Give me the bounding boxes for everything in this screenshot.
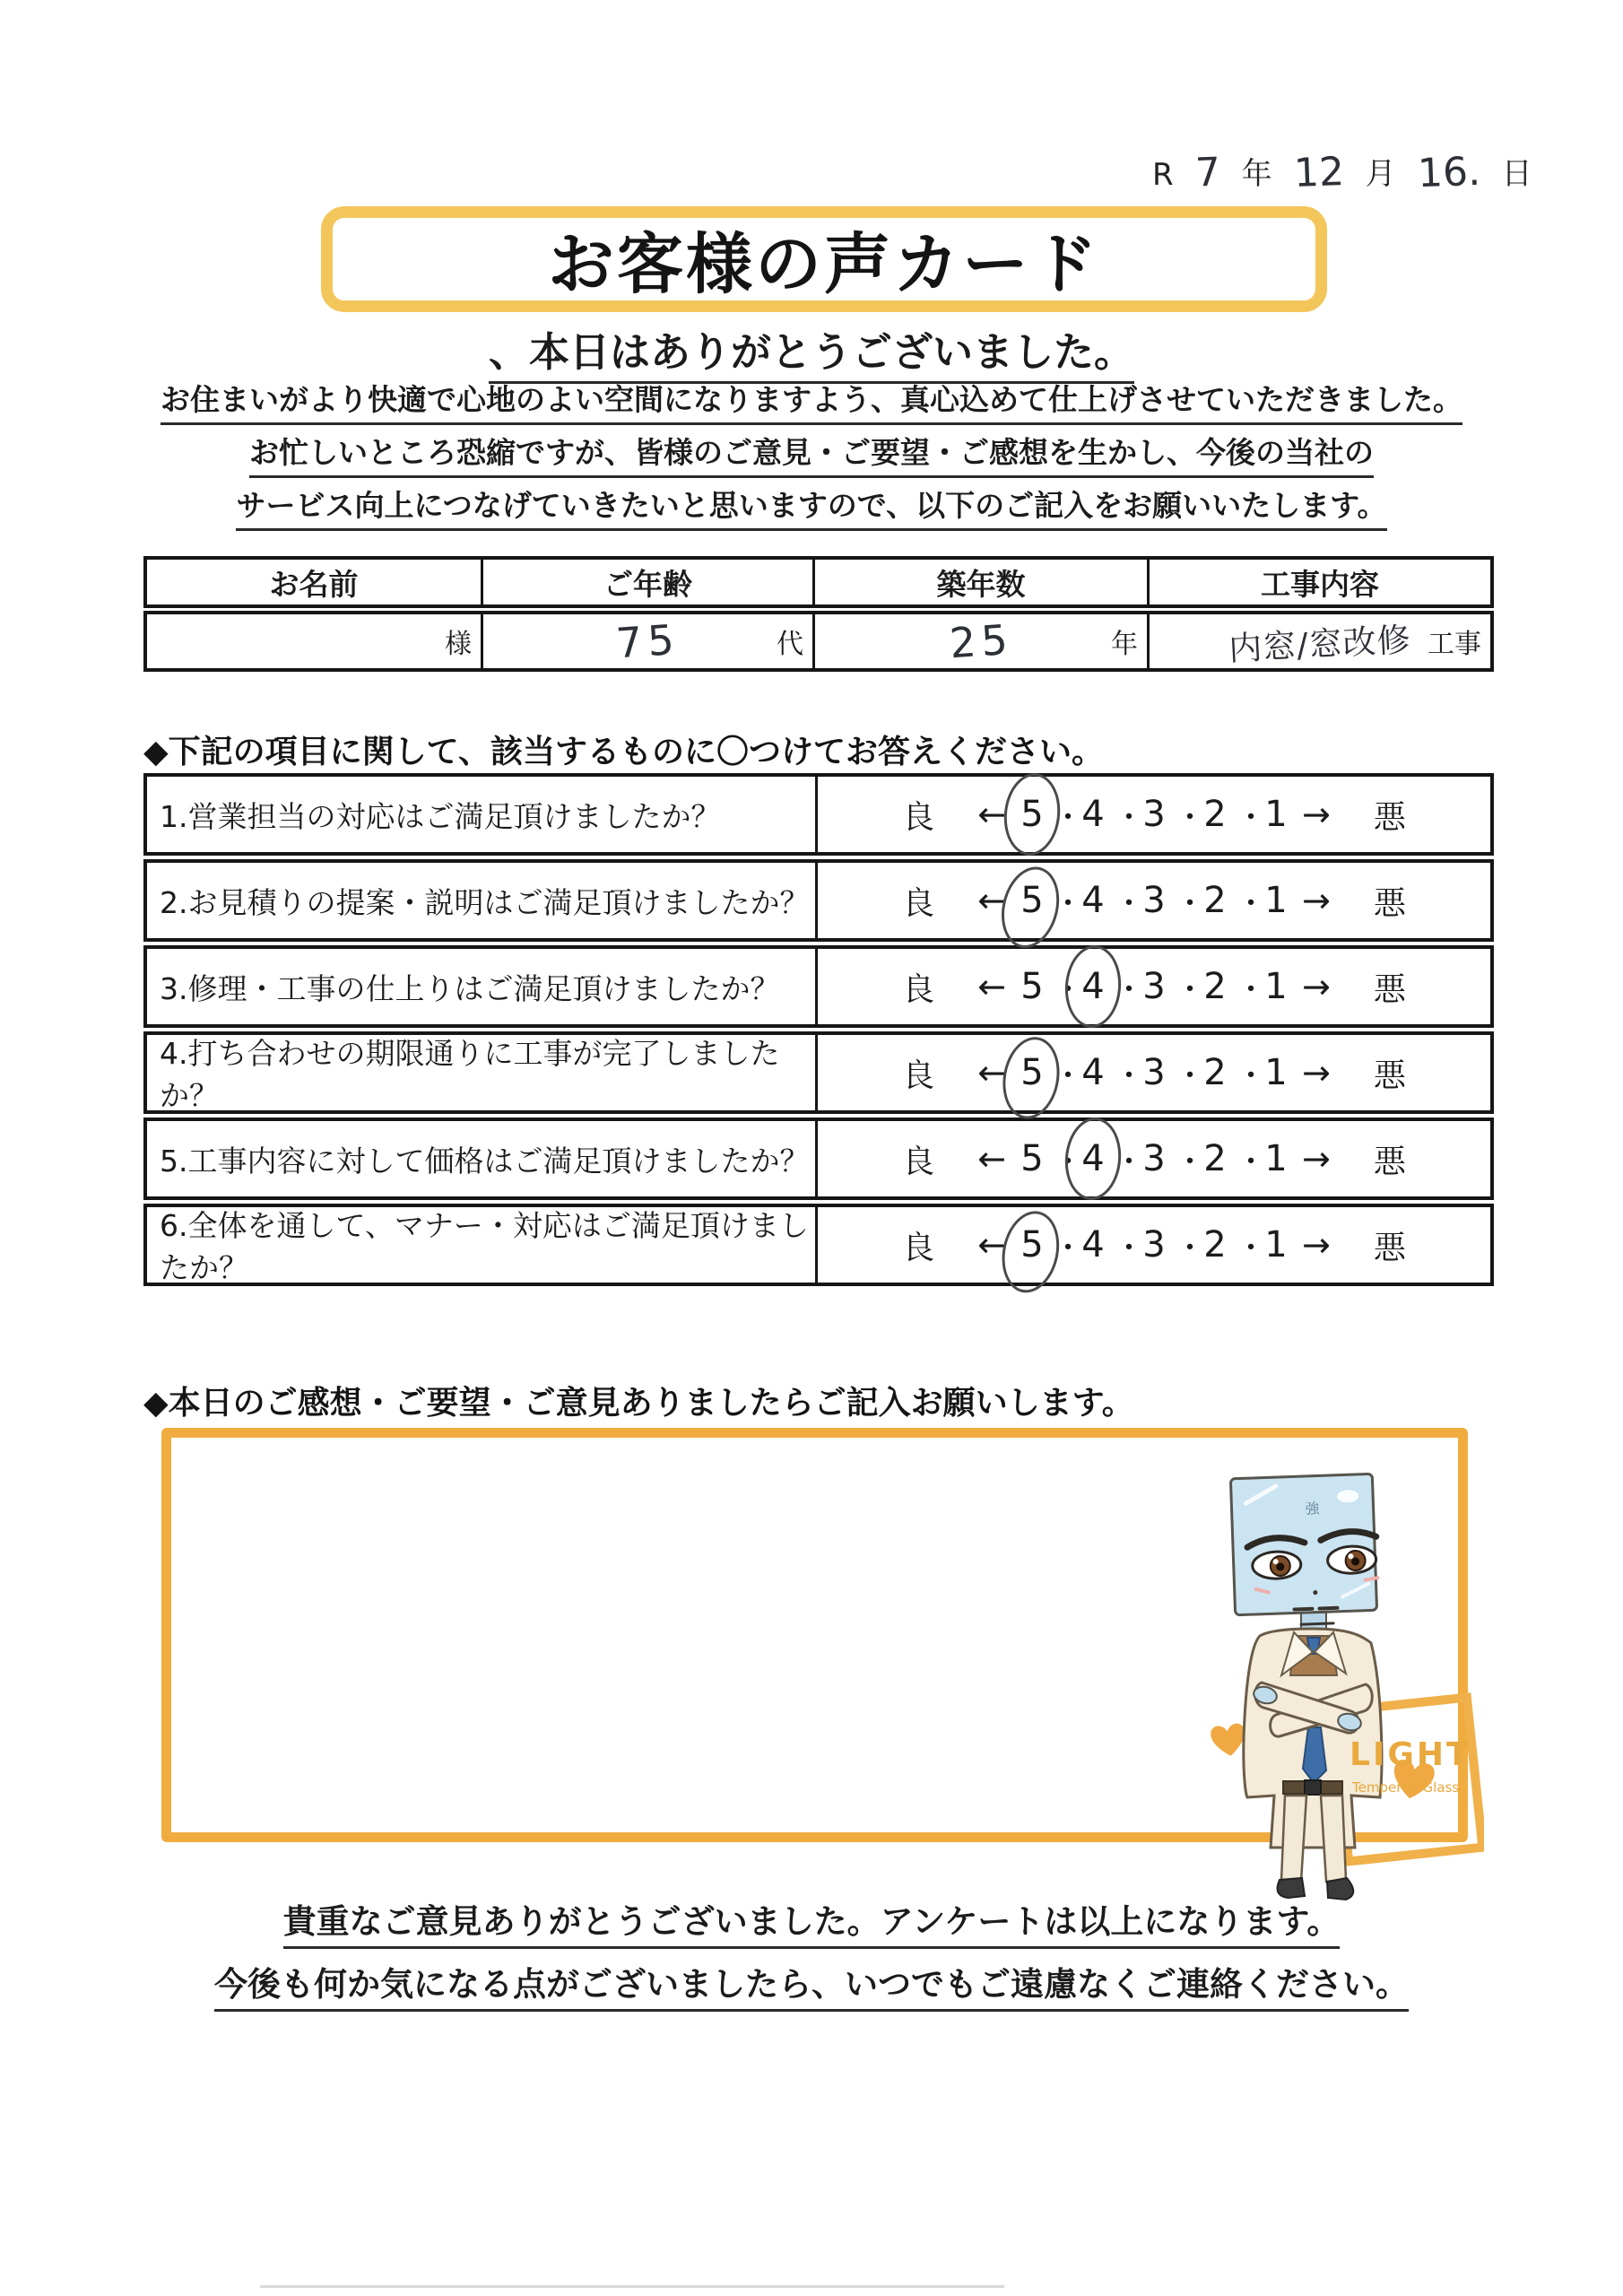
bad-label: 悪	[1373, 1057, 1406, 1094]
scale-separator: ・	[1114, 1230, 1144, 1266]
rating-number: 3	[1142, 1052, 1166, 1093]
good-label: 良	[902, 970, 935, 1008]
scale-separator: ・	[1175, 1057, 1205, 1094]
scale-separator: ・	[1053, 1144, 1083, 1180]
scale-separator: ・	[1236, 1057, 1266, 1094]
survey-row	[143, 773, 1494, 856]
survey-question-label: 6.全体を通して、マナー・対応はご満足頂けましたか？	[147, 1207, 818, 1283]
intro-text-3: サービス向上につなげていきたいと思いますので、以下のご記入をお願いいたします。	[236, 483, 1386, 531]
rating-number-circled: 5	[1011, 1052, 1053, 1093]
rating-number: 2	[1203, 1224, 1227, 1265]
rating-number: 2	[1203, 966, 1227, 1007]
survey-rating-scale	[818, 777, 1490, 852]
header-building-age: 築年数	[815, 560, 1150, 604]
good-label: 良	[902, 1229, 935, 1266]
rating-number: 4	[1081, 794, 1105, 835]
logo-brand-subtext: Tempered Glass	[1352, 1779, 1460, 1796]
rating-number-circled: 5	[1011, 794, 1053, 835]
scale-separator: ・	[1236, 799, 1266, 836]
customer-info-table	[143, 556, 1494, 672]
title-banner	[321, 206, 1327, 312]
date-year-handwritten: 7	[1193, 149, 1221, 196]
heart-icon	[1210, 1722, 1247, 1758]
intro-text-1: お住まいがより快適で心地のよい空間になりますよう、真心込めて仕上げさせていただきました。	[161, 377, 1462, 425]
survey-row	[143, 1204, 1494, 1286]
survey-table	[143, 773, 1494, 1286]
rating-number: 3	[1142, 966, 1166, 1007]
footer-line-2	[0, 1957, 1623, 2012]
intro-line-3	[0, 483, 1623, 531]
rating-number: 3	[1142, 1138, 1166, 1179]
rating-number: 3	[1142, 880, 1166, 921]
bad-label: 悪	[1373, 884, 1406, 922]
date-field	[1152, 148, 1532, 197]
building-age-cell	[815, 614, 1150, 668]
comments-section-heading: ◆本日のご感想・ご要望・ご意見ありましたらご記入お願いします。	[143, 1385, 1134, 1422]
survey-question-label: 3.修理・工事の仕上りはご満足頂けましたか？	[147, 949, 818, 1024]
rating-number: 1	[1264, 966, 1288, 1007]
scale-separator: ・	[1236, 1144, 1266, 1180]
survey-question-label: 1.営業担当の対応はご満足頂けましたか？	[147, 777, 818, 852]
survey-row	[143, 1031, 1494, 1114]
survey-rating-scale	[818, 863, 1490, 938]
rating-number-circled: 5	[1011, 880, 1053, 921]
scan-artifact-line	[260, 2285, 1004, 2288]
date-year-unit: 年	[1241, 156, 1272, 192]
left-arrow: ←	[977, 881, 1006, 920]
survey-rating-scale	[818, 949, 1490, 1024]
rating-number: 1	[1264, 1224, 1288, 1265]
survey-question-label: 4.打ち合わせの期限通りに工事が完了しましたか？	[147, 1035, 818, 1110]
rating-number: 1	[1264, 1138, 1288, 1179]
footer-text-2: 今後も何か気になる点がございましたら、いつでもご遠慮なくご連絡ください。	[214, 1957, 1409, 2012]
bad-label: 悪	[1373, 970, 1406, 1008]
rating-number: 2	[1203, 880, 1227, 921]
survey-rating-scale	[818, 1121, 1490, 1196]
scale-separator: ・	[1175, 1144, 1205, 1180]
rating-number: 3	[1142, 1224, 1166, 1265]
scale-separator: ・	[1175, 799, 1205, 836]
date-day-handwritten: 16.	[1416, 148, 1481, 197]
mascot-illustration	[1206, 1460, 1484, 1909]
intro-line-2	[0, 430, 1623, 478]
rating-number: 5	[1020, 1138, 1044, 1179]
work-type-suffix: 工事	[1428, 629, 1481, 660]
header-name: お名前	[147, 560, 483, 604]
rating-number: 2	[1203, 794, 1227, 835]
rating-number: 3	[1142, 794, 1166, 835]
right-arrow: →	[1302, 1053, 1331, 1092]
bad-label: 悪	[1373, 1143, 1406, 1180]
date-day-unit: 日	[1501, 156, 1532, 192]
rating-number-circled: 4	[1072, 966, 1114, 1007]
page-title: お客様の声カード	[548, 226, 1100, 303]
survey-rating-scale	[818, 1207, 1490, 1283]
footer-line-1	[0, 1894, 1623, 1949]
left-arrow: ←	[977, 1053, 1006, 1092]
right-arrow: →	[1302, 881, 1331, 920]
rating-number: 5	[1020, 966, 1044, 1007]
right-arrow: →	[1302, 1225, 1331, 1265]
name-suffix: 様	[445, 629, 472, 660]
footer-text-1: 貴重なご意見ありがとうございました。アンケートは以上になります。	[283, 1894, 1341, 1949]
rating-number: 4	[1081, 1052, 1105, 1093]
header-age: ご年齢	[483, 560, 815, 604]
scale-separator: ・	[1236, 1230, 1266, 1266]
survey-row	[143, 1118, 1494, 1200]
good-label: 良	[902, 1057, 935, 1094]
left-arrow: ←	[977, 967, 1006, 1006]
scale-separator: ・	[1053, 885, 1083, 922]
greeting-line	[0, 319, 1623, 384]
scale-separator: ・	[1114, 885, 1144, 922]
rating-number: 4	[1081, 1224, 1105, 1265]
right-arrow: →	[1302, 967, 1331, 1006]
building-age-suffix: 年	[1111, 629, 1138, 660]
age-cell	[483, 614, 815, 668]
rating-number-circled: 5	[1011, 1224, 1053, 1265]
logo-brand-text: LIGHT	[1350, 1736, 1471, 1773]
scale-separator: ・	[1114, 1144, 1144, 1180]
scale-separator: ・	[1175, 971, 1205, 1008]
survey-section-heading: ◆下記の項目に関して、該当するものに〇つけてお答えください。	[143, 734, 1104, 770]
scale-separator: ・	[1114, 799, 1144, 836]
rating-number: 2	[1203, 1052, 1227, 1093]
bad-label: 悪	[1373, 798, 1406, 836]
right-arrow: →	[1302, 1139, 1331, 1178]
bad-label: 悪	[1373, 1229, 1406, 1266]
scale-separator: ・	[1236, 885, 1266, 922]
left-arrow: ←	[977, 1139, 1006, 1178]
building-age-value-handwritten: 25	[947, 614, 1015, 668]
info-header-row	[143, 556, 1494, 608]
survey-question-label: 2.お見積りの提案・説明はご満足頂けましたか？	[147, 863, 818, 938]
age-suffix: 代	[777, 629, 803, 660]
scale-separator: ・	[1053, 1230, 1083, 1266]
survey-question-label: 5.工事内容に対して価格はご満足頂けましたか？	[147, 1121, 818, 1196]
info-data-row	[143, 611, 1494, 672]
rating-number: 1	[1264, 880, 1288, 921]
good-label: 良	[902, 884, 935, 922]
rating-number: 4	[1081, 880, 1105, 921]
left-arrow: ←	[977, 795, 1006, 834]
glass-head-character	[1230, 1474, 1382, 1900]
header-work-type: 工事内容	[1261, 566, 1379, 602]
survey-rating-scale	[818, 1035, 1490, 1110]
date-month-unit: 月	[1365, 156, 1396, 192]
intro-line-1	[0, 377, 1623, 425]
scale-separator: ・	[1053, 799, 1083, 836]
rating-number: 1	[1264, 1052, 1288, 1093]
good-label: 良	[902, 798, 935, 836]
rating-number: 1	[1264, 794, 1288, 835]
scale-separator: ・	[1175, 885, 1205, 922]
scale-separator: ・	[1053, 1057, 1083, 1094]
left-arrow: ←	[977, 1225, 1006, 1265]
work-type-cell	[1150, 614, 1490, 668]
work-type-value-handwritten: 内窓/窓改修	[1228, 620, 1412, 669]
head-mark-text: 強	[1305, 1500, 1320, 1518]
right-arrow: →	[1302, 795, 1331, 834]
survey-row	[143, 859, 1494, 942]
greeting-text: 、本日はありがとうございました。	[489, 319, 1134, 384]
date-era-label: R	[1152, 157, 1174, 193]
intro-text-2: お忙しいところ恐縮ですが、皆様のご意見・ご要望・ご感想を生かし、今後の当社の	[249, 430, 1374, 478]
good-label: 良	[902, 1143, 935, 1180]
name-cell	[147, 614, 483, 668]
survey-row	[143, 945, 1494, 1028]
rating-number-circled: 4	[1072, 1138, 1114, 1179]
scale-separator: ・	[1114, 1057, 1144, 1094]
date-month-handwritten: 12	[1292, 149, 1345, 196]
scale-separator: ・	[1053, 971, 1083, 1008]
scale-separator: ・	[1236, 971, 1266, 1008]
scale-separator: ・	[1175, 1230, 1205, 1266]
scale-separator: ・	[1114, 971, 1144, 1008]
rating-number: 2	[1203, 1138, 1227, 1179]
age-value-handwritten: 75	[614, 614, 681, 668]
